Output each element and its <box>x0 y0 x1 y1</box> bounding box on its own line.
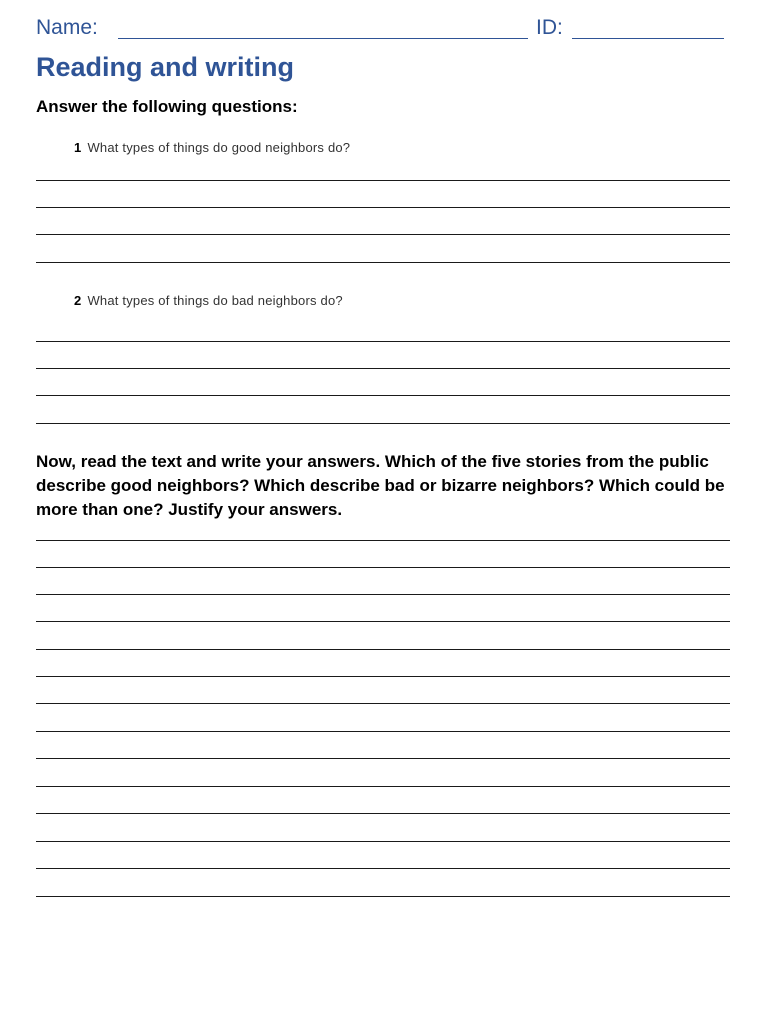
answer-line[interactable] <box>36 786 730 787</box>
name-label: Name: <box>36 16 98 39</box>
question-text: What types of things do good neighbors do? <box>87 140 351 155</box>
answer-line[interactable] <box>36 423 730 424</box>
answer-line[interactable] <box>36 703 730 704</box>
question-2 <box>74 293 343 308</box>
answer-line[interactable] <box>36 540 730 541</box>
answer-line[interactable] <box>36 896 730 897</box>
answer-line[interactable] <box>36 731 730 732</box>
answer-line[interactable] <box>36 262 730 263</box>
answer-line[interactable] <box>36 841 730 842</box>
answer-line[interactable] <box>36 180 730 181</box>
answer-line[interactable] <box>36 813 730 814</box>
answer-line[interactable] <box>36 868 730 869</box>
answer-line[interactable] <box>36 368 730 369</box>
answer-line[interactable] <box>36 621 730 622</box>
answer-line[interactable] <box>36 758 730 759</box>
answer-line[interactable] <box>36 567 730 568</box>
name-field[interactable] <box>118 38 528 39</box>
instructions-text: Now, read the text and write your answers. Which of the five stories from the public describe good neighbors? Which describe bad or bizarre neighbors? Which could be more than one? Justify your answers. <box>36 452 725 519</box>
answer-line[interactable] <box>36 234 730 235</box>
question-text: What types of things do bad neighbors do? <box>87 293 343 308</box>
id-label: ID: <box>536 16 563 39</box>
question-number: 1 <box>74 140 82 155</box>
answer-line[interactable] <box>36 594 730 595</box>
answer-line[interactable] <box>36 649 730 650</box>
id-field[interactable] <box>572 38 724 39</box>
question-number: 2 <box>74 293 82 308</box>
page-title: Reading and writing <box>36 52 295 82</box>
question-1 <box>74 140 350 155</box>
answer-line[interactable] <box>36 395 730 396</box>
section-subtitle: Answer the following questions: <box>36 97 298 116</box>
answer-line[interactable] <box>36 207 730 208</box>
header-fields <box>36 14 736 44</box>
answer-line[interactable] <box>36 676 730 677</box>
answer-line[interactable] <box>36 341 730 342</box>
